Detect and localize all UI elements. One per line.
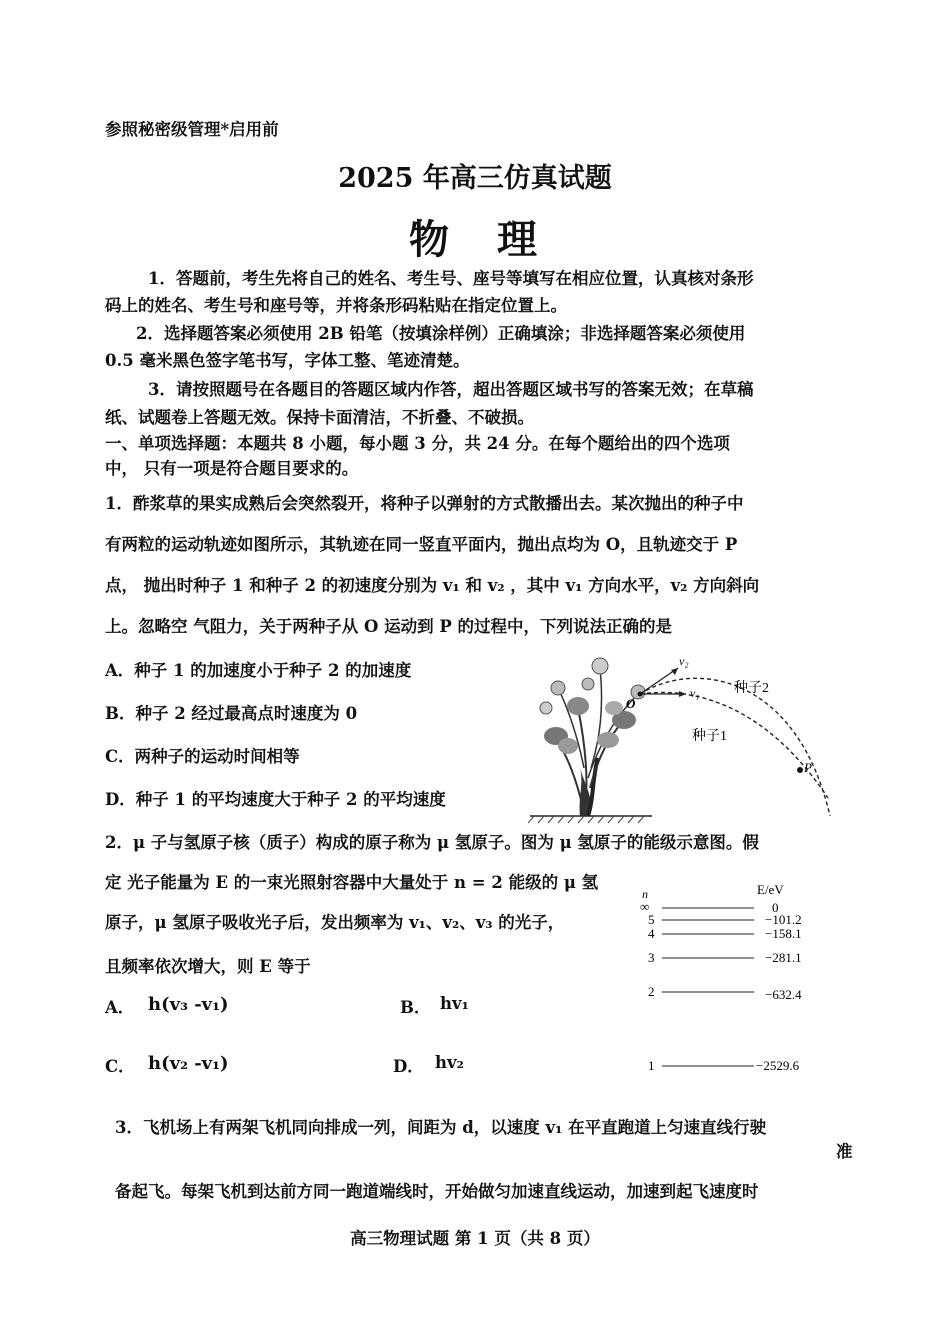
secrecy-label: 参照秘密级管理*启用前 <box>105 120 279 139</box>
seed1-trajectory <box>640 692 828 798</box>
label-seed2: 种子2 <box>734 681 769 696</box>
subject-title: 物 理 <box>409 216 541 263</box>
level-2-value: −632.4 <box>765 987 802 1002</box>
label-o: O <box>626 696 636 711</box>
page-footer: 高三物理试题 第 1 页（共 8 页） <box>350 1229 600 1248</box>
q2-option-d-label: D． <box>393 1057 424 1076</box>
q2-energy-level-diagram <box>632 880 832 1080</box>
ground-hatching <box>528 816 644 823</box>
label-seed1: 种子1 <box>692 729 727 744</box>
q2-option-d-text: hv₂ <box>435 1053 464 1072</box>
level-4-value: −158.1 <box>765 926 802 941</box>
label-p: P <box>804 760 812 775</box>
level-5-n: 5 <box>648 912 655 927</box>
level-3-value: −281.1 <box>765 950 802 965</box>
level-inf-n: ∞ <box>640 899 650 914</box>
q3-stem-line1: 3．飞机场上有两架飞机同向排成一列，间距为 d，以速度 v₁ 在平直跑道上匀速直线行驶 <box>115 1118 767 1137</box>
level-2-n: 2 <box>648 984 655 999</box>
instruction-3-line2: 纸、试题卷上答题无效。保持卡面清洁，不折叠、不破损。 <box>105 408 534 427</box>
instruction-2-line1: 2．选择题答案必须使用 2B 铅笔（按填涂样例）正确填涂；非选择题答案必须使用 <box>136 324 746 343</box>
axis-n-label: n <box>642 887 648 901</box>
q2-stem-line1: 2．μ 子与氢原子核（质子）构成的原子称为 μ 氢原子。图为 μ 氢原子的能级示意图。假 <box>105 833 759 852</box>
label-v1: v₁ <box>690 686 700 700</box>
instruction-3-line1: 3．请按照题号在各题目的答题区域内作答，超出答题区域书写的答案无效；在草稿 <box>148 380 754 399</box>
oxalis-plant-image <box>540 658 645 816</box>
q2-option-a-text: h(v₃ -v₁) <box>148 994 229 1015</box>
q1-stem-line2: 有两粒的运动轨迹如图所示，其轨迹在同一竖直平面内，抛出点均为 O，且轨迹交于 P <box>105 535 738 554</box>
instruction-2-line2: 0.5 毫米黑色签字笔书写，字体工整、笔迹清楚。 <box>105 351 470 370</box>
point-o <box>638 692 643 697</box>
q2-stem-line2: 定 光子能量为 E 的一束光照射容器中大量处于 n = 2 能级的 μ 氢 <box>105 873 599 892</box>
exam-title: 2025 年高三仿真试题 <box>338 163 612 194</box>
section1-line2: 中， 只有一项是符合题目要求的。 <box>105 459 359 478</box>
instruction-1-line1: 1．答题前，考生先将自己的姓名、考生号、座号等填写在相应位置，认真核对条形 <box>148 269 754 288</box>
point-p <box>797 767 803 773</box>
level-4-n: 4 <box>648 926 655 941</box>
level-1-n: 1 <box>648 1058 655 1073</box>
section1-line1: 一、单项选择题：本题共 8 小题，每小题 3 分，共 24 分。在每个题给出的四个选项 <box>105 434 730 453</box>
q1-option-b: B．种子 2 经过最高点时速度为 0 <box>105 704 358 723</box>
level-5-value: −101.2 <box>765 912 802 927</box>
q1-stem-line1: 1．酢浆草的果实成熟后会突然裂开，将种子以弹射的方式散播出去。某次抛出的种子中 <box>105 494 744 513</box>
v2-arrow <box>640 668 678 694</box>
q2-stem-line3: 原子，μ 氢原子吸收光子后，发出频率为 v₁、v₂、v₃ 的光子， <box>105 913 565 932</box>
q3-stem-line1-end: 准 <box>836 1142 853 1161</box>
q1-option-a: A．种子 1 的加速度小于种子 2 的加速度 <box>105 661 412 680</box>
label-v2: v₂ <box>679 654 689 668</box>
level-1-value: −2529.6 <box>756 1058 800 1073</box>
level-3-n: 3 <box>648 950 655 965</box>
axis-e-label: E/eV <box>757 882 784 897</box>
level-inf-value: 0 <box>772 900 779 915</box>
q1-stem-line3: 点， 抛出时种子 1 和种子 2 的初速度分别为 v₁ 和 v₂ ，其中 v₁ 方向水平，v₂ 方向斜向 <box>105 576 760 595</box>
q1-option-c: C．两种子的运动时间相等 <box>105 747 300 766</box>
q2-option-c-label: C． <box>105 1057 135 1076</box>
q1-stem-line4: 上。忽略空 气阻力，关于两种子从 O 运动到 P 的过程中，下列说法正确的是 <box>105 617 673 636</box>
q2-stem-line4: 且频率依次增大，则 E 等于 <box>105 957 311 976</box>
instruction-1-line2: 码上的姓名、考生号和座号等，并将条形码粘贴在指定位置上。 <box>105 296 567 315</box>
q1-trajectory-figure <box>528 648 858 824</box>
q1-option-d: D．种子 1 的平均速度大于种子 2 的平均速度 <box>105 790 446 809</box>
v1-arrowhead <box>679 691 686 697</box>
q2-option-b-text: hv₁ <box>440 994 469 1013</box>
seed2-trajectory <box>640 678 830 816</box>
q2-option-c-text: h(v₂ -v₁) <box>148 1053 229 1074</box>
q3-stem-line2: 备起飞。每架飞机到达前方同一跑道端线时，开始做匀加速直线运动，加速到起飞速度时 <box>115 1182 759 1201</box>
q2-option-b-label: B． <box>400 998 431 1017</box>
q2-option-a-label: A． <box>105 998 135 1017</box>
